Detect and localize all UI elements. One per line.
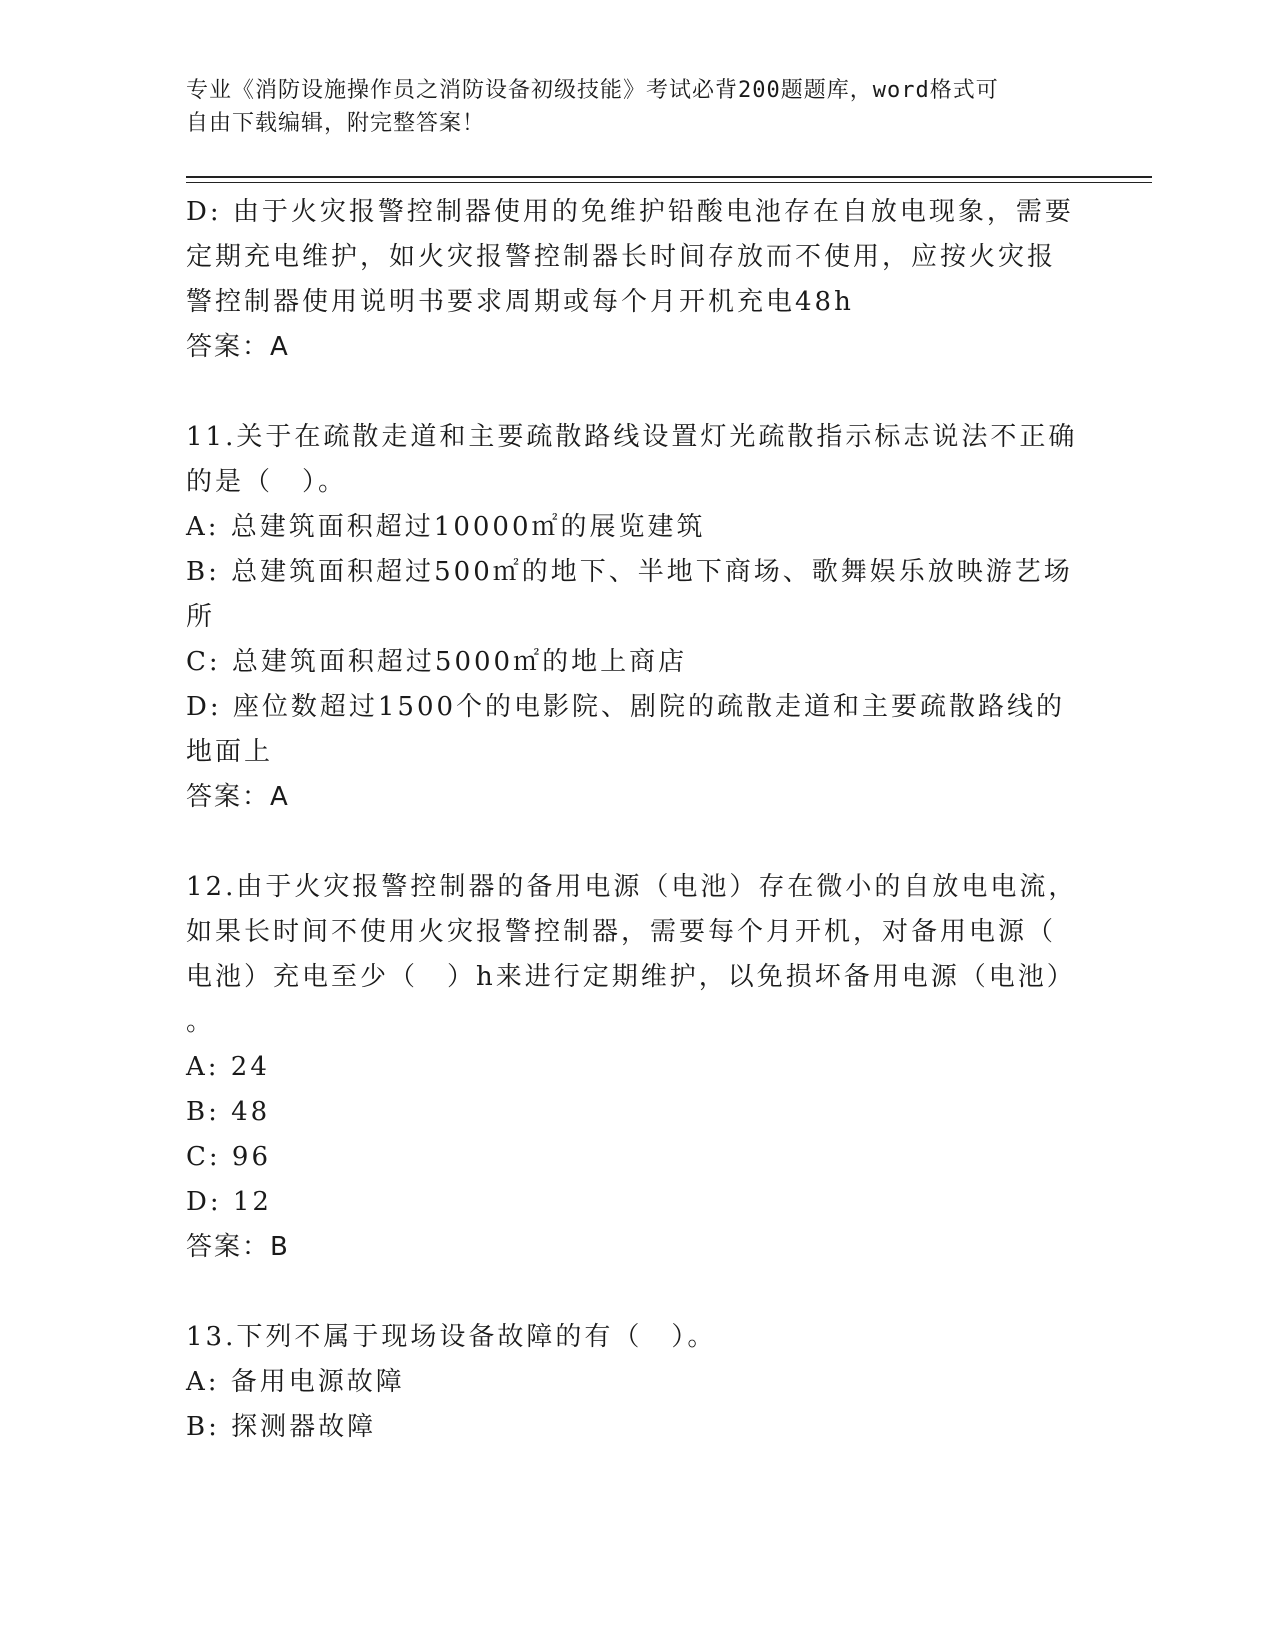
header-rule-thick: [186, 176, 1152, 178]
spacer: [186, 370, 1076, 415]
q12-stem-line-4: 。: [186, 1007, 216, 1037]
q10-option-d-line-1: D: 由于火灾报警控制器使用的免维护铅酸电池存在自放电现象，需要: [186, 197, 1074, 227]
header-title-line-2: 自由下载编辑，附完整答案！: [186, 111, 486, 136]
q11-option-a: A: 总建筑面积超过10000㎡的展览建筑: [186, 512, 706, 542]
q12-stem-line-2: 如果长时间不使用火灾报警控制器，需要每个月开机，对备用电源（: [186, 917, 1057, 947]
header-title-line-1: 专业《消防设施操作员之消防设备初级技能》考试必背200题题库，word格式可: [186, 78, 999, 103]
spacer: [186, 1270, 1076, 1315]
q12-option-d: D: 12: [186, 1187, 272, 1217]
question-12: [186, 865, 1076, 1270]
q12-stem-line-1: 12.由于火灾报警控制器的备用电源（电池）存在微小的自放电电流，: [186, 872, 1078, 902]
q11-option-c: C: 总建筑面积超过5000㎡的地上商店: [186, 647, 688, 677]
question-11: [186, 415, 1076, 820]
q12-option-a: A: 24: [186, 1052, 270, 1082]
document-header: [186, 74, 1066, 140]
q13-option-a: A: 备用电源故障: [186, 1367, 405, 1397]
q12-answer: 答案：B: [186, 1232, 290, 1262]
document-body: [186, 190, 1076, 1450]
question-13: [186, 1315, 1076, 1450]
q12-stem-line-3: 电池）充电至少（ ）h来进行定期维护，以免损坏备用电源（电池）: [186, 962, 1076, 992]
q12-option-b: B: 48: [186, 1097, 271, 1127]
q13-option-b: B: 探测器故障: [186, 1412, 377, 1442]
q11-answer: 答案：A: [186, 782, 290, 812]
q11-stem-line-1: 11.关于在疏散走道和主要疏散路线设置灯光疏散指示标志说法不正确: [186, 422, 1078, 452]
spacer: [186, 820, 1076, 865]
q10-option-d-line-2: 定期充电维护，如火灾报警控制器长时间存放而不使用，应按火灾报: [186, 242, 1057, 272]
q10-answer: 答案：A: [186, 332, 290, 362]
question-10-tail: [186, 190, 1076, 370]
q11-option-b-line-1: B: 总建筑面积超过500㎡的地下、半地下商场、歌舞娱乐放映游艺场: [186, 557, 1073, 587]
q11-option-d-line-1: D: 座位数超过1500个的电影院、剧院的疏散走道和主要疏散路线的: [186, 692, 1066, 722]
q11-option-b-line-2: 所: [186, 602, 216, 632]
q13-stem: 13.下列不属于现场设备故障的有（ ）。: [186, 1322, 717, 1352]
q11-option-d-line-2: 地面上: [186, 737, 274, 767]
q12-option-c: C: 96: [186, 1142, 272, 1172]
header-rule-thin: [186, 182, 1152, 183]
q11-stem-line-2: 的是（ ）。: [186, 467, 348, 497]
q10-option-d-line-3: 警控制器使用说明书要求周期或每个月开机充电48h: [186, 287, 854, 317]
